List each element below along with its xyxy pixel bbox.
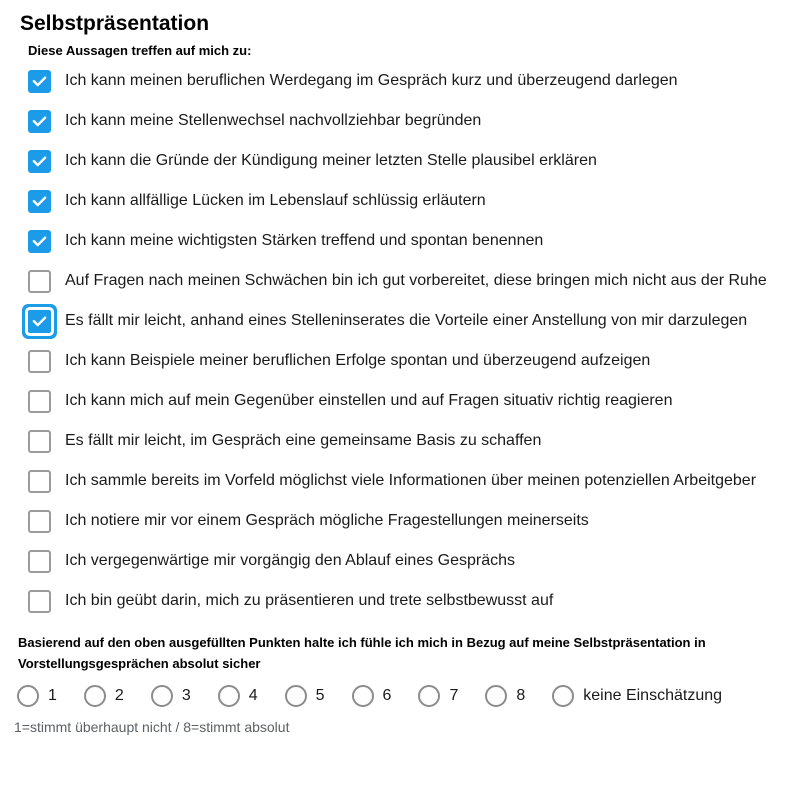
radio-option-label[interactable]: 4 [248,686,258,704]
checkbox-input[interactable] [28,550,51,573]
radio-option-label[interactable]: 2 [114,686,124,704]
radio-button[interactable] [285,685,307,707]
checkbox-input[interactable] [28,590,51,613]
radio-option-label[interactable]: 6 [382,686,392,704]
rating-question: Basierend auf den oben ausgefüllten Punkten halte ich fühle ich mich in Bezug auf meine Selbstpräsentation in Vorstellungsgesprächen absolut sicher [18,635,706,671]
radio-button[interactable] [17,685,39,707]
scale-hint: 1=stimmt überhaupt nicht / 8=stimmt absolut [14,718,290,735]
radio-option [285,685,325,707]
radio-option [17,685,57,707]
checkmark-icon [31,153,48,170]
checkbox-input[interactable] [28,510,51,533]
checkbox-row [28,309,769,333]
checkbox-input[interactable] [28,190,51,213]
rating-radio-group [17,685,769,707]
checkmark-icon [31,233,48,250]
checkbox-input[interactable] [28,150,51,173]
checkmark-icon [31,113,48,130]
checkbox-input[interactable] [28,310,51,333]
checkbox-row [28,69,769,93]
checkbox-input[interactable] [28,350,51,373]
radio-button[interactable] [151,685,173,707]
checkbox-row [28,549,769,573]
radio-option [352,685,392,707]
checkbox-row [28,269,769,293]
checkbox-label[interactable]: Es fällt mir leicht, anhand eines Stelleninserates die Vorteile einer Anstellung von mir darzulegen [65,312,748,329]
checkbox-row [28,149,769,173]
radio-option-label[interactable]: 7 [449,686,459,704]
radio-option-label[interactable]: 5 [315,686,325,704]
checkbox-label[interactable]: Ich kann allfällige Lücken im Lebenslauf schlüssig erläutern [65,192,486,209]
checkbox-input[interactable] [28,230,51,253]
checkbox-label[interactable]: Ich sammle bereits im Vorfeld möglichst viele Informationen über meinen potenziellen Arbeitgeber [65,472,757,489]
page-title: Selbstpräsentation [20,12,210,35]
radio-option-label[interactable]: keine Einschätzung [583,686,723,704]
radio-option [84,685,124,707]
checkbox-label[interactable]: Ich bin geübt darin, mich zu präsentieren und trete selbstbewusst auf [65,592,554,609]
checkbox-input[interactable] [28,470,51,493]
checkbox-row [28,229,769,253]
radio-button[interactable] [352,685,374,707]
checkbox-input[interactable] [28,430,51,453]
checkbox-input[interactable] [28,270,51,293]
checkbox-row [28,389,769,413]
checkbox-input[interactable] [28,70,51,93]
radio-option [151,685,191,707]
checkbox-row [28,189,769,213]
section-subtitle: Diese Aussagen treffen auf mich zu: [28,43,252,58]
checkbox-label[interactable]: Ich notiere mir vor einem Gespräch mögliche Fragestellungen meinerseits [65,512,589,529]
radio-button[interactable] [418,685,440,707]
checkbox-row [28,589,769,613]
checkbox-row [28,429,769,453]
radio-option [485,685,525,707]
checkbox-label[interactable]: Auf Fragen nach meinen Schwächen bin ich gut vorbereitet, diese bringen mich nicht aus der Ruhe [65,272,767,289]
radio-option [218,685,258,707]
checkbox-input[interactable] [28,390,51,413]
radio-option-label[interactable]: 3 [181,686,191,704]
radio-option-label[interactable]: 8 [516,686,526,704]
checkbox-row [28,349,769,373]
radio-option-label[interactable]: 1 [48,686,57,704]
radio-option [552,685,722,707]
checkbox-label[interactable]: Ich kann meinen beruflichen Werdegang im Gespräch kurz und überzeugend darlegen [65,72,678,89]
checkmark-icon [31,73,48,90]
checkbox-label[interactable]: Ich kann mich auf mein Gegenüber einstellen und auf Fragen situativ richtig reagieren [65,392,673,409]
checkbox-label[interactable]: Ich kann Beispiele meiner beruflichen Erfolge spontan und überzeugend aufzeigen [65,352,651,369]
checkbox-label[interactable]: Ich vergegenwärtige mir vorgängig den Ablauf eines Gesprächs [65,552,516,569]
checkbox-row [28,509,769,533]
radio-button[interactable] [552,685,574,707]
checkbox-row [28,109,769,133]
checkmark-icon [31,193,48,210]
checkbox-list [28,69,769,613]
radio-button[interactable] [485,685,507,707]
checkbox-label[interactable]: Ich kann die Gründe der Kündigung meiner letzten Stelle plausibel erklären [65,152,597,169]
checkbox-label[interactable]: Ich kann meine Stellenwechsel nachvollziehbar begründen [65,112,482,129]
radio-button[interactable] [218,685,240,707]
checkbox-label[interactable]: Es fällt mir leicht, im Gespräch eine gemeinsame Basis zu schaffen [65,432,542,449]
radio-button[interactable] [84,685,106,707]
checkbox-row [28,469,769,493]
checkbox-input[interactable] [28,110,51,133]
checkmark-icon [31,313,48,330]
checkbox-label[interactable]: Ich kann meine wichtigsten Stärken treffend und spontan benennen [65,232,544,249]
radio-option [418,685,458,707]
